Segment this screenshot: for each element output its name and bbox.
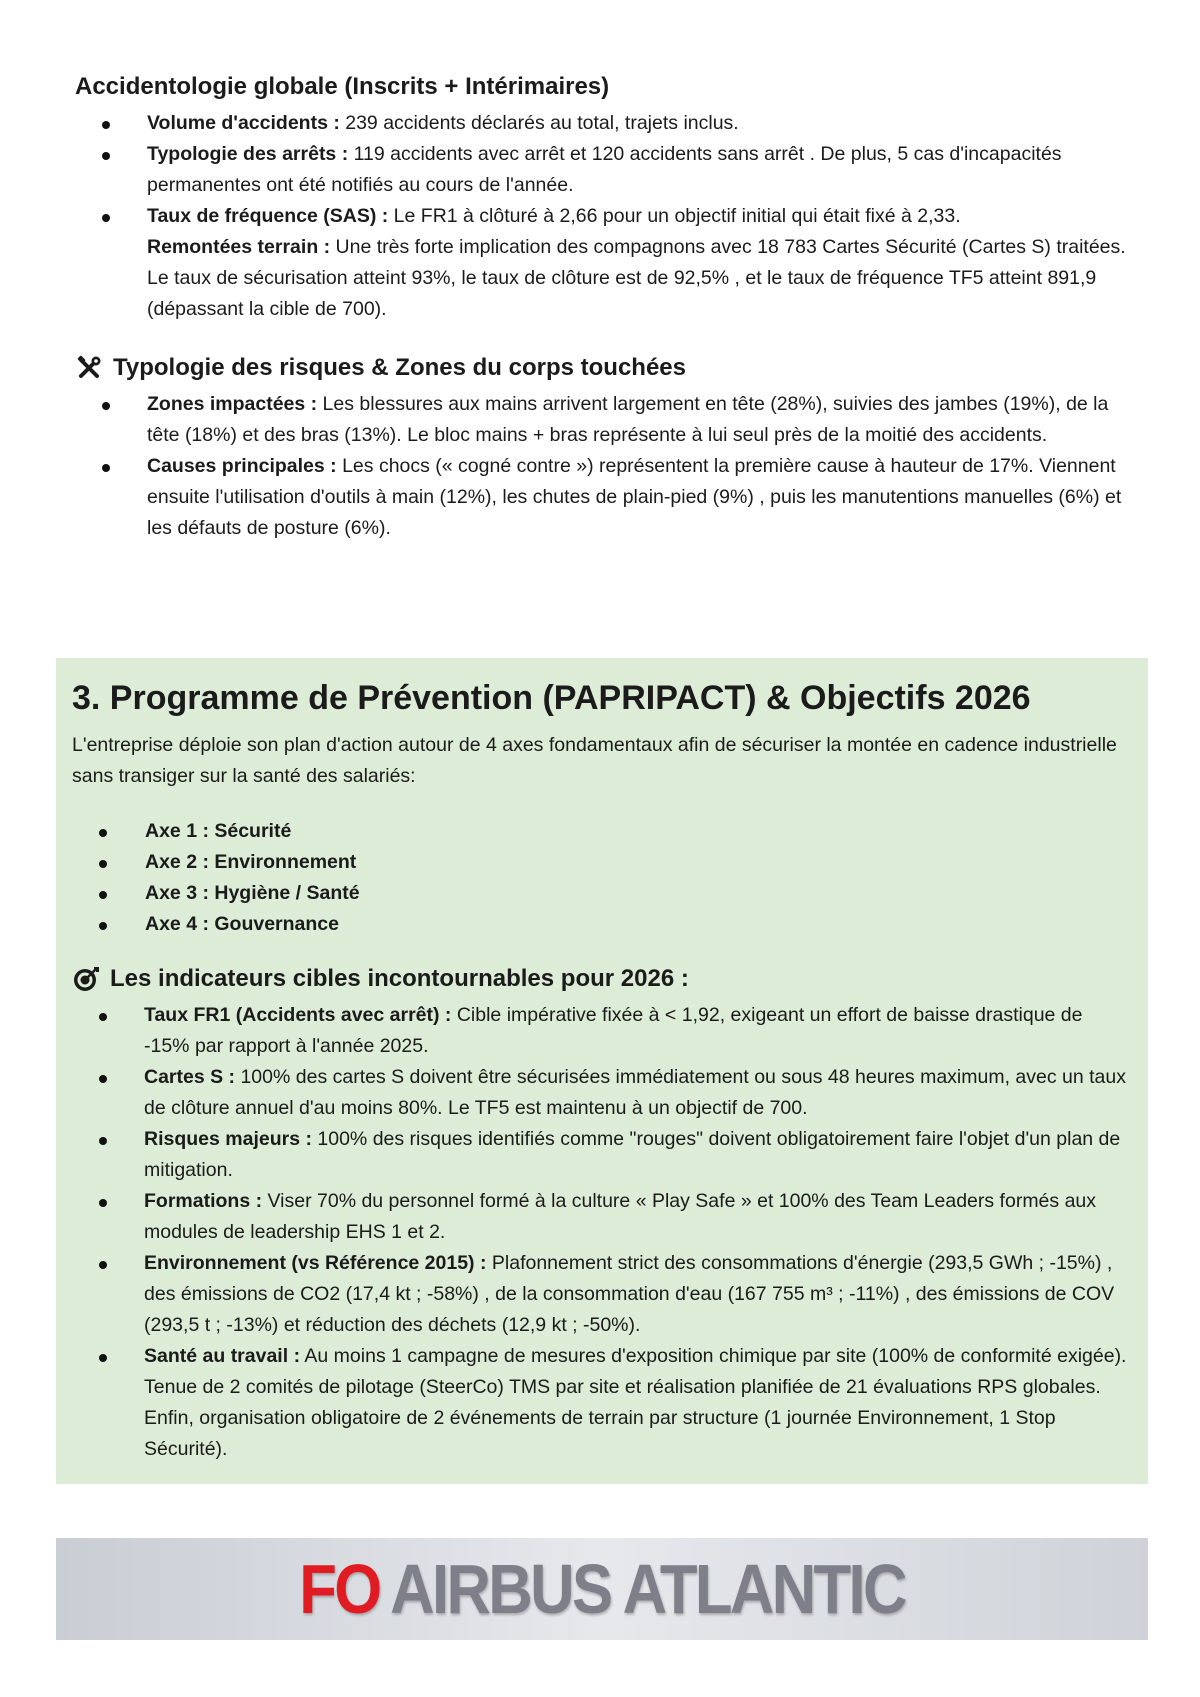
typologie-title: Typologie des risques & Zones du corps touchées xyxy=(113,354,686,381)
item-text: Le FR1 à clôturé à 2,66 pour un objectif initial qui était fixé à 2,33. xyxy=(388,205,961,227)
typologie-list xyxy=(75,389,1135,544)
axe-label: Axe 2 : Environnement xyxy=(145,851,357,873)
indicateurs-list xyxy=(72,1000,1132,1465)
logo-fo: FO xyxy=(299,1550,380,1628)
list-item xyxy=(72,816,1132,847)
item-label: Taux FR1 (Accidents avec arrêt) : xyxy=(144,1004,452,1026)
list-item xyxy=(72,1062,1132,1124)
item-label: Environnement (vs Référence 2015) : xyxy=(144,1252,487,1274)
axe-label: Axe 1 : Sécurité xyxy=(145,820,292,842)
list-item xyxy=(72,1124,1132,1186)
item-text: Les chocs (« cogné contre ») représentent la première cause à hauteur de 17%. Viennent ensuite l'utilisation d'outils à main (12%), les chutes de plain-pied (9%) , puis les manutentions manuelles (6%) et les défauts de posture (6%). xyxy=(147,455,1122,539)
item-label: Santé au travail : xyxy=(144,1345,301,1367)
list-item xyxy=(75,451,1135,544)
item-label: Typologie des arrêts : xyxy=(147,143,349,165)
item-label: Remontées terrain : xyxy=(147,236,331,258)
item-label: Zones impactées : xyxy=(147,393,318,415)
item-text: Cible impérative fixée à < 1,92, exigeant un effort de baisse drastique de -15% par rapport à l'année 2025. xyxy=(144,1004,1083,1057)
item-text: 100% des cartes S doivent être sécurisées immédiatement ou sous 48 heures maximum, avec un taux de clôture annuel d'au moins 80%. Le TF5 est maintenu à un objectif de 700. xyxy=(144,1066,1126,1119)
accidentologie-heading: Accidentologie globale (Inscrits + Intérimaires) xyxy=(75,73,610,100)
list-item xyxy=(72,1000,1132,1062)
list-item xyxy=(75,139,1135,201)
list-item xyxy=(75,389,1135,451)
programme-title: 3. Programme de Prévention (PAPRIPACT) & Objectifs 2026 xyxy=(72,679,1031,717)
list-item xyxy=(72,909,1132,940)
item-label: Volume d'accidents : xyxy=(147,112,340,134)
item-label: Cartes S : xyxy=(144,1066,236,1088)
axe-label: Axe 4 : Gouvernance xyxy=(145,913,339,935)
logo-airbus-atlantic: AIRBUS ATLANTIC xyxy=(390,1550,905,1628)
item-label: Causes principales : xyxy=(147,455,337,477)
programme-section xyxy=(56,658,1148,1484)
indicateurs-title: Les indicateurs cibles incontournables pour 2026 : xyxy=(110,965,689,992)
item-label: Formations : xyxy=(144,1190,263,1212)
footer-banner xyxy=(56,1538,1148,1640)
list-item xyxy=(72,1248,1132,1341)
item-label: Risques majeurs : xyxy=(144,1128,312,1150)
item-text: Plafonnement strict des consommations d'énergie (293,5 GWh ; -15%) , des émissions de CO2 (17,4 kt ; -58%) , de la consommation d'eau (167 755 m³ ; -11%) , des émissions de COV (293,5 t ; -13%) et réduction des déchets (12,9 kt ; -50%). xyxy=(144,1252,1115,1336)
item-label: Taux de fréquence (SAS) : xyxy=(147,205,389,227)
fo-airbus-atlantic-logo xyxy=(299,1549,905,1629)
indicateurs-heading xyxy=(72,962,1132,996)
list-item xyxy=(72,878,1132,909)
list-item xyxy=(72,1341,1132,1465)
list-item xyxy=(75,108,1135,139)
item-text: Viser 70% du personnel formé à la culture « Play Safe » et 100% des Team Leaders formés aux modules de leadership EHS 1 et 2. xyxy=(144,1190,1097,1243)
item-text: Une très forte implication des compagnons avec 18 783 Cartes Sécurité (Cartes S) traitées. Le taux de sécurisation atteint 93%, le taux de clôture est de 92,5% , et le taux de fréquence TF5 atteint 891,9 (dépassant la cible de 700). xyxy=(147,236,1126,320)
accidentologie-list xyxy=(75,108,1135,325)
item-text: 239 accidents déclarés au total, trajets inclus. xyxy=(339,112,739,134)
item-text: Au moins 1 campagne de mesures d'exposition chimique par site (100% de conformité exigée). Tenue de 2 comités de pilotage (SteerCo) TMS par site et réalisation planifiée de 21 évaluations RPS globales. Enfin, organisation obligatoire de 2 événements de terrain par structure (1 journée Environnement, 1 Stop Sécurité). xyxy=(144,1345,1127,1460)
target-icon xyxy=(72,965,100,993)
axes-list xyxy=(72,816,1132,940)
accidentologie-section xyxy=(75,70,1135,544)
item-text: 100% des risques identifiés comme "rouges" doivent obligatoirement faire l'objet d'un plan de mitigation. xyxy=(144,1128,1121,1181)
list-item xyxy=(72,1186,1132,1248)
list-item xyxy=(75,232,1135,325)
list-item xyxy=(72,847,1132,878)
axe-label: Axe 3 : Hygiène / Santé xyxy=(145,882,360,904)
programme-intro: L'entreprise déploie son plan d'action autour de 4 axes fondamentaux afin de sécuriser la montée en cadence industrielle sans transiger sur la santé des salariés: xyxy=(72,734,1117,787)
item-text: Les blessures aux mains arrivent largement en tête (28%), suivies des jambes (19%), de la tête (18%) et des bras (13%). Le bloc mains + bras représente à lui seul près de la moitié des accidents. xyxy=(147,393,1109,446)
item-text: 119 accidents avec arrêt et 120 accidents sans arrêt . De plus, 5 cas d'incapacités permanentes ont été notifiés au cours de l'année. xyxy=(147,143,1062,196)
tools-icon xyxy=(75,354,103,382)
list-item xyxy=(75,201,1135,232)
typologie-heading xyxy=(75,351,1135,385)
